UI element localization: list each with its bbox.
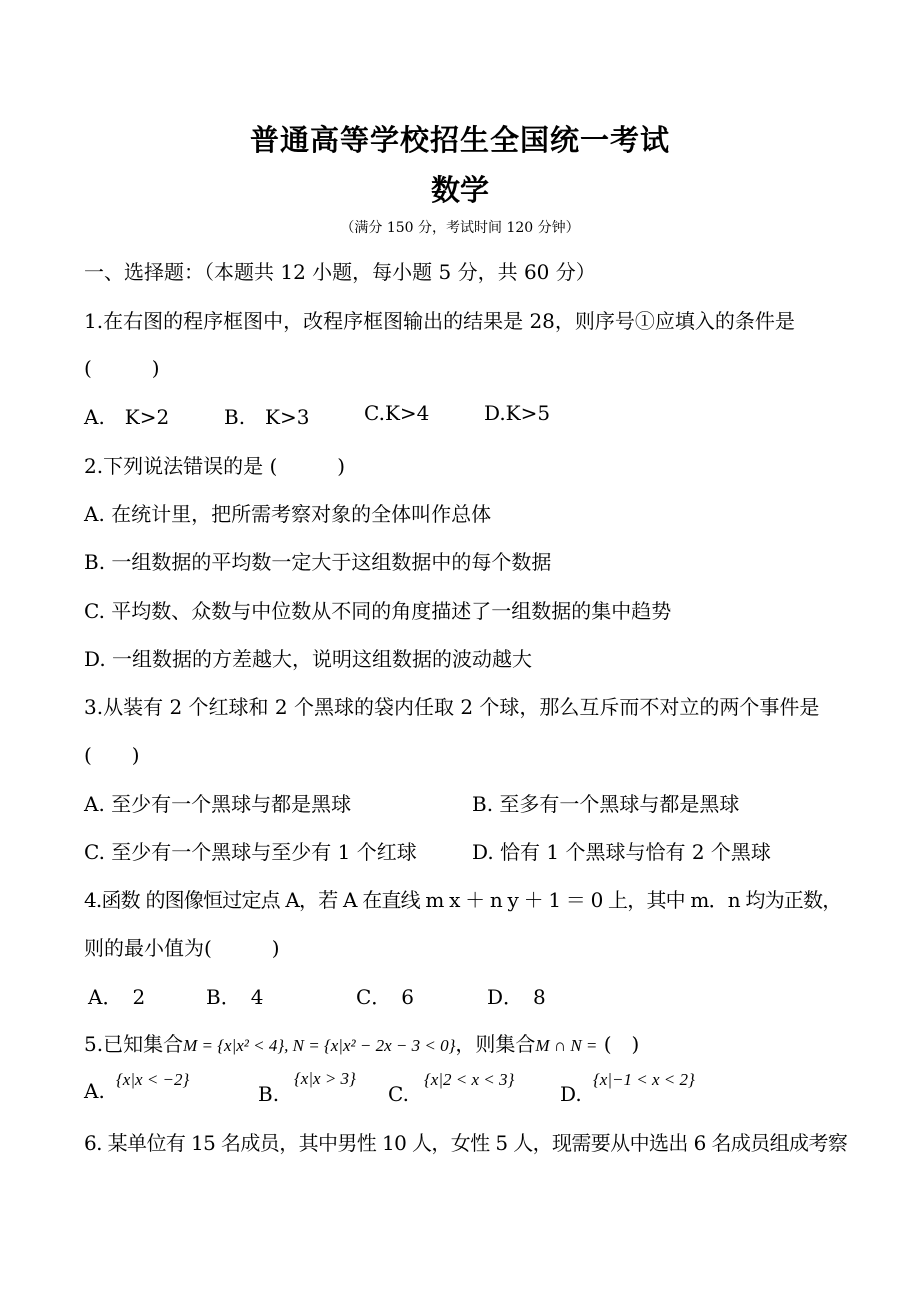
q3-option-d: D. 恰有 1 个黑球与恰有 2 个黑球 (472, 840, 771, 864)
q1-stem: 1.在右图的程序框图中，改程序框图输出的结果是 28，则序号①应填入的条件是 (84, 309, 795, 333)
subject-title: 数学 (430, 173, 489, 207)
q4-option-a: A． 2 (88, 985, 146, 1009)
q5-stem (84, 1028, 639, 1057)
q2-option-a: A. 在统计里，把所需考察对象的全体叫作总体 (84, 502, 492, 526)
q5-option-a: {x|x < −2} (116, 1070, 190, 1089)
q3-option-c: C. 至少有一个黑球与至少有 1 个红球 (84, 840, 417, 864)
q1-paren: ( ) (84, 356, 160, 380)
q1-option-a: A. K>2 (84, 405, 170, 429)
q3-option-b: B. 至多有一个黑球与都是黑球 (472, 792, 740, 816)
q4-stem-continued: 则的最小值为( ) (84, 936, 280, 960)
q3-stem: 3.从装有 2 个红球和 2 个黑球的袋内任取 2 个球，那么互斥而不对立的两个事件是 (84, 695, 820, 719)
q2-stem: 2.下列说法错误的是 ( ) (84, 454, 346, 478)
q1-option-b: B. K>3 (224, 405, 310, 429)
q4-option-d: D． 8 (487, 985, 546, 1009)
q2-option-b: B. 一组数据的平均数一定大于这组数据中的每个数据 (84, 550, 552, 574)
q5-option-b-label: B. (258, 1082, 280, 1106)
exam-title: 普通高等学校招生全国统一考试 (249, 123, 670, 157)
q5-paren: ( ) (603, 1032, 640, 1056)
q5-option-c-label: C. (388, 1082, 409, 1106)
q2-option-c: C. 平均数、众数与中位数从不同的角度描述了一组数据的集中趋势 (84, 599, 672, 623)
exam-note: （满分 150 分，考试时间 120 分钟） (340, 220, 580, 236)
q4-stem: 4.函数 的图像恒过定点 A，若 A 在直线 m x ＋ n y ＋ 1 ＝ 0 上，其中 m．n 均为正数， (84, 888, 842, 912)
q5-option-b: {x|x > 3} (294, 1069, 356, 1088)
q5-option-d: {x|−1 < x < 2} (593, 1070, 695, 1089)
q5-prefix: 5.已知集合 (84, 1032, 184, 1056)
q5-option-c: {x|2 < x < 3} (424, 1070, 515, 1089)
section-heading: 一、选择题：（本题共 12 小题，每小题 5 分，共 60 分） (84, 260, 596, 284)
q3-paren: ( ) (84, 743, 140, 767)
q5-expression: M ∩ N = (535, 1036, 598, 1055)
q6-stem: 6. 某单位有 15 名成员，其中男性 10 人，女性 5 人，现需要从中选出 6 名成员组成考察 (84, 1131, 848, 1155)
q3-option-a: A. 至少有一个黑球与都是黑球 (84, 792, 352, 816)
q5-option-a-label: A. (84, 1079, 105, 1103)
q1-option-d: D.K>5 (484, 401, 551, 425)
q5-middle: ，则集合 (455, 1032, 536, 1056)
q4-option-b: B． 4 (206, 985, 264, 1009)
q4-option-c: C． 6 (356, 985, 415, 1009)
q5-option-d-label: D. (560, 1082, 582, 1106)
q2-option-d: D. 一组数据的方差越大，说明这组数据的波动越大 (84, 647, 533, 671)
q1-option-c: C.K>4 (364, 401, 430, 425)
q5-sets: M = {x|x² < 4}, N = {x|x² − 2x − 3 < 0} (183, 1036, 456, 1055)
